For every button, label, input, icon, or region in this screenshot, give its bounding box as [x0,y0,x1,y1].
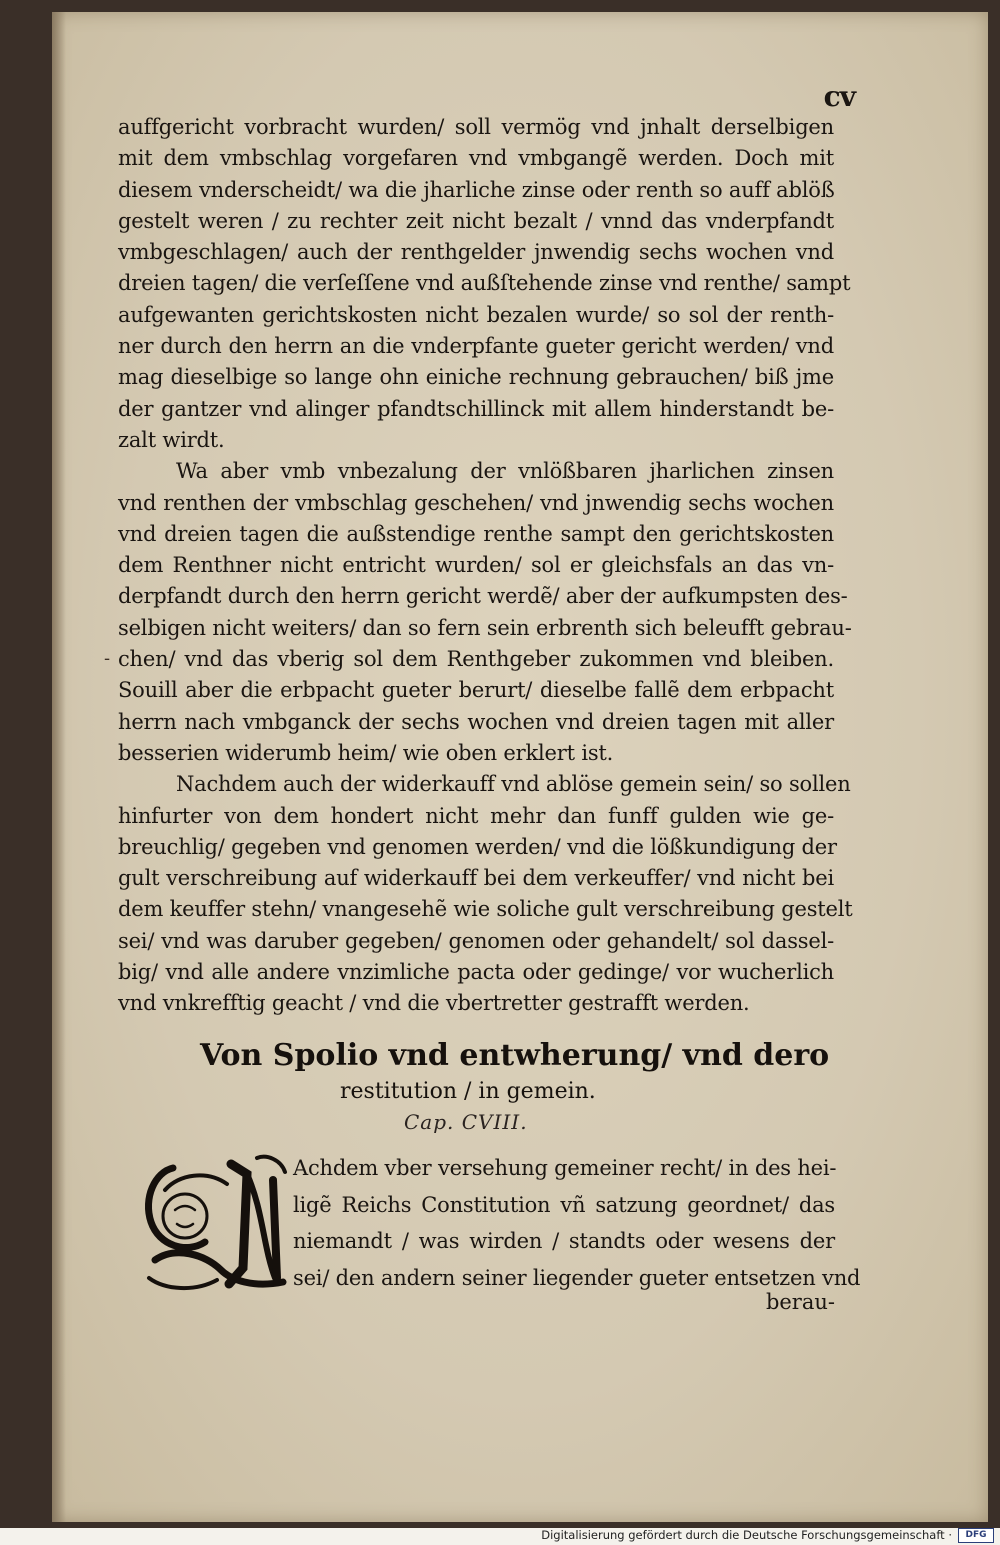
text-line: der gantzer vnd alinger pfandtschillinck mit allem hinderstandt be- [118,396,834,421]
text-line: ner durch den herrn an die vnderpfante gueter gericht werden/ vnd [118,334,834,359]
text-line: big/ vnd alle andere vnzimliche pacta oder gedinge/ vor wucherlich [118,960,834,985]
chapter-opening-text [293,1150,861,1296]
text-line: ligẽ Reichs Constitution vñ satzung geordnet/ das [293,1192,835,1217]
main-text [118,112,853,1020]
dfg-logo-icon: DFG [958,1528,994,1543]
paragraph-first-line: Wa aber vmb vnbezalung der vnlößbaren jharlichen zinsen [176,459,834,484]
text-line: chen/ vnd das vberig sol dem Renthgeber zukommen vnd bleiben. [118,647,834,672]
credit-text: Digitalisierung gefördert durch die Deutsche Forschungsgemeinschaft · [541,1528,952,1542]
text-line: Souill aber die erbpacht gueter berurt/ dieselbe fallẽ dem erbpacht [118,678,834,703]
text-line: vnd vnkrefftig geacht / vnd die vbertretter gestrafft werden. [118,991,750,1016]
text-line: niemandt / was wirden / standts oder wesens der [293,1229,835,1253]
text-line: vnd renthen der vmbschlag geschehen/ vnd jnwendig sechs wochen [118,490,834,515]
heading-subtitle: restitution / in gemein. [340,1079,596,1104]
text-line: Achdem vber versehung gemeiner recht/ in des hei- [293,1156,837,1180]
text-line: dreien tagen/ die verſeſſene vnd außſtehende zinse vnd renthe/ sampt [118,271,851,296]
folio-number: cv [823,80,855,113]
text-line: besserien widerumb heim/ wie oben erklert ist. [118,740,614,765]
margin-dash-mark: - [104,648,111,669]
text-line: herrn nach vmbganck der sechs wochen vnd dreien tagen mit aller [118,709,834,734]
text-line: sei/ den andern seiner liegender gueter entsetzen vnd [293,1265,861,1290]
catchword: berau- [765,1290,835,1314]
text-line: breuchlig/ gegeben vnd genomen werden/ vnd die lößkundigung der [118,834,837,859]
text-line: diesem vnderscheidt/ wa die jharliche zinse oder renth so auff ablöß [118,177,835,202]
decorated-initial-n-icon [135,1150,295,1300]
digitization-credit [541,1527,994,1543]
text-line: vmbgeschlagen/ auch der renthgelder jnwendig sechs wochen vnd [118,240,834,265]
paragraph-first-line: Nachdem auch der widerkauff vnd ablöse gemein sein/ so sollen [176,772,851,797]
text-line: mag dieselbige so lange ohn einiche rechnung gebrauchen/ biß jme [118,365,834,390]
text-line: gestelt weren / zu rechter zeit nicht bezalt / vnnd das vnderpfandt [118,208,834,233]
text-line: derpfandt durch den herrn gericht werdẽ/ aber der aufkumpsten des- [118,584,848,609]
page-gutter-shadow [52,12,66,1522]
text-line: dem keuffer stehn/ vnangesehẽ wie soliche gult verschreibung gestelt [118,897,853,922]
text-line: vnd dreien tagen die außstendige renthe sampt den gerichtskosten [118,521,834,546]
text-line: mit dem vmbschlag vorgefaren vnd vmbgangẽ werden. Doch mit [118,146,834,171]
text-line: aufgewanten gerichtskosten nicht bezalen wurde/ so sol der renth- [118,302,834,327]
text-line: auffgericht vorbracht wurden/ soll vermög vnd jnhalt derselbigen [118,115,834,139]
text-line: hinfurter von dem hondert nicht mehr dan funff gulden wie ge- [118,803,834,828]
text-line: zalt wirdt. [118,427,225,452]
heading-title: Von Spolio vnd entwherung/ vnd dero [200,1038,830,1073]
text-line: dem Renthner nicht entricht wurden/ sol er gleichsfals an das vn- [118,553,834,578]
chapter-heading [200,1036,830,1108]
text-line: sei/ vnd was daruber gegeben/ genomen oder gehandelt/ sol dassel- [118,928,834,953]
text-line: selbigen nicht weiters/ dan so fern sein erbrenth sich beleufft gebrau- [118,615,852,640]
chapter-number: Cap. CVIII. [404,1110,528,1134]
text-line: gult verschreibung auf widerkauff bei dem verkeuffer/ vnd nicht bei [118,866,834,891]
